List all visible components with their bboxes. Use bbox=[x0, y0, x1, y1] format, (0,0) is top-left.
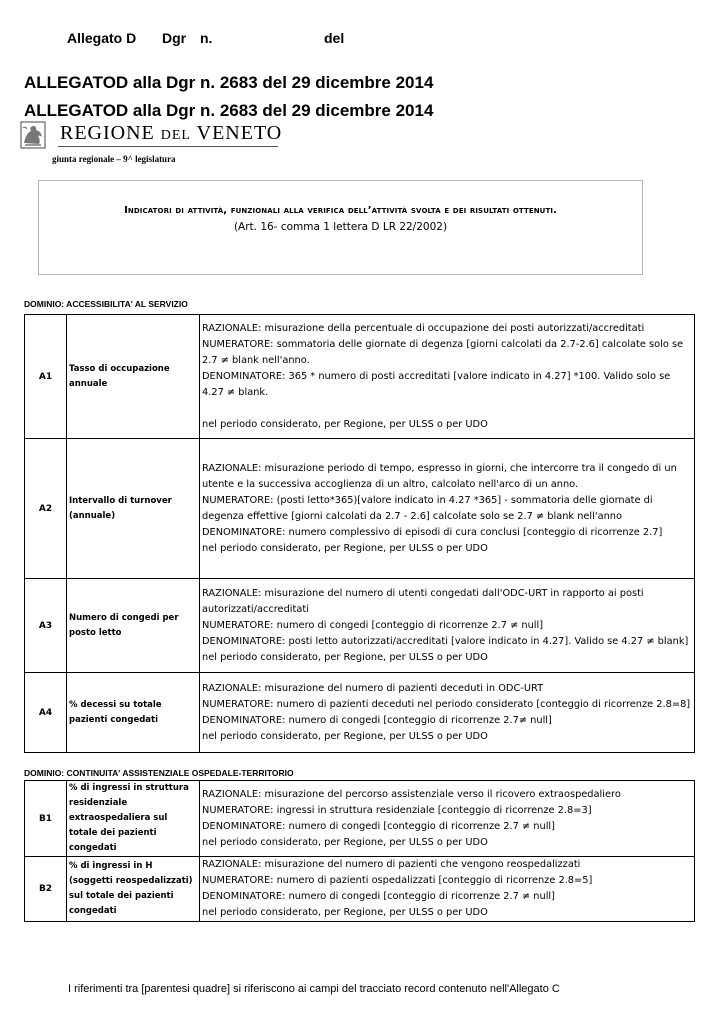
footer-note: I riferimenti tra [parentesi quadre] si riferiscono ai campi del tracciato record contenuto nell'Allegato C bbox=[68, 983, 560, 995]
row-description: RAZIONALE: misurazione della percentuale di occupazione dei posti autorizzati/accreditati NUMERATORE: sommatoria delle giornate di degenza [giorni calcolati da 2.7-2.6] calcolate solo se 2.7 ≠ blank nell'anno. DENOMINATORE: 365 * numero di posti accreditati [valore indicato in 4.27] *100. Valido solo se 4.27 ≠ blank. nel periodo considerato, per Regione, per ULSS o per UDO bbox=[200, 315, 695, 439]
row-name: % di ingressi in H (soggetti reospedalizzati) sul totale dei pazienti congedati bbox=[67, 857, 200, 922]
regione-veneto-logo bbox=[20, 121, 283, 149]
row-description: RAZIONALE: misurazione del numero di utenti congedati dall'ODC-URT in rapporto ai posti autorizzati/accreditati NUMERATORE: numero di congedi [conteggio di ricorrenze 2.7 ≠ null] DENOMINATORE: posti letto autorizzati/accreditati [valore indicato in 4.27]. Valido se 4.27 ≠ blank] nel periodo considerato, per Regione, per ULSS o per UDO bbox=[200, 579, 695, 673]
box-heading: Indicatori di attività, funzionali alla verifica dell’attività svolta e dei risultati ottenuti. bbox=[124, 205, 557, 216]
row-description: RAZIONALE: misurazione del numero di pazienti deceduti in ODC-URT NUMERATORE: numero di pazienti deceduti nel periodo considerato [conteggio di ricorrenze 2.8=8] DENOMINATORE: numero di congedi [conteggio di ricorrenze 2.7≠ null] nel periodo considerato, per Regione, per ULSS o per UDO bbox=[200, 673, 695, 753]
table-row bbox=[25, 579, 695, 673]
row-code: A2 bbox=[25, 439, 67, 579]
table-row bbox=[25, 857, 695, 922]
row-code: A1 bbox=[25, 315, 67, 439]
row-name: % di ingressi in struttura residenziale extraospedaliera sul totale dei pazienti congedati bbox=[67, 781, 200, 857]
document-title-2: ALLEGATOD alla Dgr n. 2683 del 29 dicembre 2014 bbox=[24, 101, 434, 120]
row-name: Tasso di occupazione annuale bbox=[67, 315, 200, 439]
row-code: B1 bbox=[25, 781, 67, 857]
document-title-1: ALLEGATOD alla Dgr n. 2683 del 29 dicembre 2014 bbox=[24, 73, 434, 92]
section-title-continuita: DOMINIO: CONTINUITA' ASSISTENZIALE OSPEDALE-TERRITORIO bbox=[24, 768, 294, 778]
table-row bbox=[25, 781, 695, 857]
header-del: del bbox=[324, 30, 345, 46]
row-description: RAZIONALE: misurazione del numero di pazienti che vengono reospedalizzati NUMERATORE: numero di pazienti ospedalizzati [conteggio di ricorrenze 2.8=5] DENOMINATORE: numero di congedi [conteggio di ricorrenze 2.7 ≠ null] nel periodo considerato, per Regione, per ULSS o per UDO bbox=[200, 857, 695, 922]
row-code: B2 bbox=[25, 857, 67, 922]
lion-emblem-icon bbox=[20, 121, 46, 149]
row-code: A4 bbox=[25, 673, 67, 753]
table-accessibilita bbox=[24, 314, 695, 753]
indicator-description-box bbox=[38, 180, 643, 275]
table-row bbox=[25, 439, 695, 579]
row-description: RAZIONALE: misurazione del percorso assistenziale verso il ricovero extraospedaliero NUMERATORE: ingressi in struttura residenziale [conteggio di ricorrenze 2.8=3] DENOMINATORE: numero di congedi [conteggio di ricorrenze 2.7 ≠ null] nel periodo considerato, per Regione, per ULSS o per UDO bbox=[200, 781, 695, 857]
section-title-accessibilita: DOMINIO: ACCESSIBILITA' AL SERVIZIO bbox=[24, 299, 188, 309]
box-reference: (Art. 16- comma 1 lettera D LR 22/2002) bbox=[233, 221, 448, 233]
table-continuita bbox=[24, 780, 695, 922]
logo-subtitle: giunta regionale – 9^ legislatura bbox=[52, 154, 176, 164]
row-name: Numero di congedi per posto letto bbox=[67, 579, 200, 673]
row-code: A3 bbox=[25, 579, 67, 673]
header-n: n. bbox=[200, 30, 213, 46]
header-dgr: Dgr bbox=[162, 30, 187, 46]
header-allegato: Allegato D bbox=[67, 30, 137, 46]
row-description: RAZIONALE: misurazione periodo di tempo, espresso in giorni, che intercorre tra il congedo di un utente e la successiva accoglienza di un altro, calcolato nell'arco di un anno. NUMERATORE: (posti letto*365)[valore indicato in 4.27 *365] - sommatoria delle giornate di degenza effettive [giorni calcolati da 2.7 - 2.6] calcolate solo se 2.7 ≠ blank nell'anno DENOMINATORE: numero complessivo di episodi di cura conclusi [conteggio di ricorrenze 2.7] nel periodo considerato, per Regione, per ULSS o per UDO bbox=[200, 439, 695, 579]
table-row bbox=[25, 315, 695, 439]
table-row bbox=[25, 673, 695, 753]
logo-wordmark: REGIONE DEL VENETO bbox=[60, 122, 283, 144]
row-name: Intervallo di turnover (annuale) bbox=[67, 439, 200, 579]
row-name: % decessi su totale pazienti congedati bbox=[67, 673, 200, 753]
